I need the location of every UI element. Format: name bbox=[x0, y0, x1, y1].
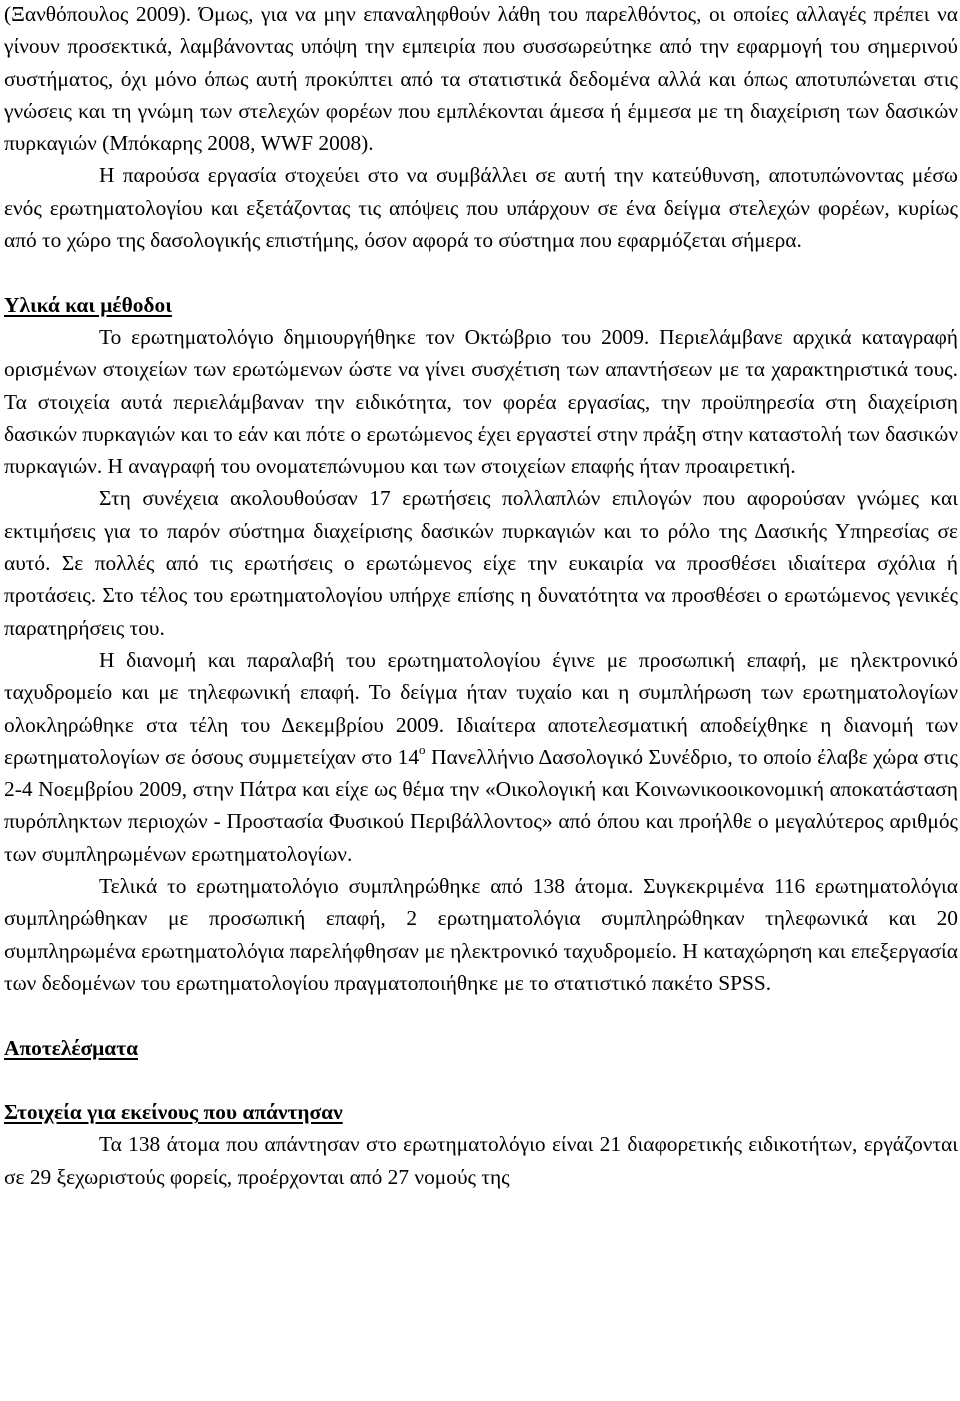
paragraph-aim: Η παρούσα εργασία στοχεύει στο να συμβάλλει σε αυτή την κατεύθυνση, αποτυπώνοντας μέσω ενός ερωτηματολογίου και εξετάζοντας τις απόψεις που υπάρχουν σε ένα δείγμα στελεχών φορέων, κυρίως από το χώρο της δασολογικής επιστήμης, όσον αφορά το σύστημα που εφαρμόζεται σήμερα. bbox=[4, 163, 958, 253]
ordinal-superscript: ο bbox=[419, 741, 426, 757]
paragraph-distribution-part-1: Η διανομή και παραλαβή του ερωτηματολογίου έγινε με προσωπική επαφή, με ηλεκτρονικό ταχυδρομείο και με τηλεφωνική επαφή. Το δείγμα ήταν τυχαίο και η συμπλήρωση των ερωτηματολογίων ολοκληρώθηκε στα τέλη του Δεκεμβρίου 2009. Ιδιαίτερα αποτελεσματική αποδείχθηκε η διανομή των ερωτηματολογίων σε όσους συμμετείχαν στο 14 bbox=[4, 647, 958, 769]
paragraph-questionnaire: Το ερωτηματολόγιο δημιουργήθηκε τον Οκτώβριο του 2009. Περιελάμβανε αρχικά καταγραφή ορισμένων στοιχείων των ερωτώμενων ώστε να γίνει συσχέτιση των απαντήσεων με τα χαρακτηριστικά τους. Τα στοιχεία αυτά περιελάμβαναν την ειδικότητα, τον φορέα εργασίας, την προϋπηρεσία στη διαχείριση δασικών πυρκαγιών και το εάν και πότε ο ερωτώμενος έχει εργαστεί στην πράξη στην καταστολή των δασικών πυρκαγιών. Η αναγραφή του ονοματεπώνυμου και των στοιχείων επαφής ήταν προαιρετική. bbox=[4, 324, 958, 479]
document-page bbox=[4, 0, 958, 1193]
spacer bbox=[4, 1064, 958, 1096]
paragraph-distribution-part-2: Πανελλήνιο Δασολογικό Συνέδριο, το οποίο έλαβε χώρα στις 2-4 Νοεμβρίου 2009, στην Πάτρα και είχε ως θέμα την «Οικολογική και Κοινωνικοοικονομική αποκατάσταση πυρόπληκτων περιοχών - Προστασία Φυσικού Περιβάλλοντος» από όπου και προήλθε ο μεγαλύτερος αριθμός των συμπληρωμένων ερωτηματολογίων. bbox=[4, 744, 959, 866]
heading-results: Αποτελέσματα bbox=[4, 1035, 139, 1060]
spacer bbox=[4, 256, 958, 288]
paragraph-intro-continuation: (Ξανθόπουλος 2009). Όμως, για να μην επαναληφθούν λάθη του παρελθόντος, οι οποίες αλλαγές πρέπει να γίνουν προσεκτικά, λαμβάνοντας υπόψη την εμπειρία που συσσωρεύτηκε από την εφαρμογή του σημερινού συστήματος, όχι μόνο όπως αυτή προκύπτει από τα στατιστικά δεδομένα αλλά και όπως αποτυπώνεται στις γνώσεις και τη γνώμη των στελεχών φορέων που εμπλέκονται άμεσα ή έμμεσα με τη διαχείριση των δασικών πυρκαγιών (Μπόκαρης 2008, WWF 2008). bbox=[4, 2, 958, 156]
paragraph-distribution bbox=[4, 644, 958, 870]
heading-respondents: Στοιχεία για εκείνους που απάντησαν bbox=[4, 1100, 343, 1125]
heading-materials-methods: Υλικά και μέθοδοι bbox=[4, 292, 172, 317]
paragraph-questions: Στη συνέχεια ακολουθούσαν 17 ερωτήσεις πολλαπλών επιλογών που αφορούσαν γνώμες και εκτιμήσεις για το παρόν σύστημα διαχείρισης δασικών πυρκαγιών και το ρόλο της Δασικής Υπηρεσίας σε αυτό. Σε πολλές από τις ερωτήσεις ο ερωτώμενος είχε την ευκαιρία να προσθέσει ιδιαίτερα σχόλια ή προτάσεις. Στο τέλος του ερωτηματολογίου υπήρχε επίσης η δυνατότητα να προσθέσει ο ερωτώμενος γενικές παρατηρήσεις του. bbox=[4, 486, 958, 640]
spacer bbox=[4, 999, 958, 1031]
paragraph-respondents: Τα 138 άτομα που απάντησαν στο ερωτηματολόγιο είναι 21 διαφορετικής ειδικοτήτων, εργάζονται σε 29 ξεχωριστούς φορείς, προέρχονται από 27 νομούς της bbox=[4, 1132, 958, 1189]
paragraph-responses: Τελικά το ερωτηματολόγιο συμπληρώθηκε από 138 άτομα. Συγκεκριμένα 116 ερωτηματολόγια συμπληρώθηκαν με προσωπική επαφή, 2 ερωτηματολόγια συμπληρώθηκαν τηλεφωνικά και 20 συμπληρωμένα ερωτηματολόγια παρελήφθησαν με ηλεκτρονικό ταχυδρομείο. Η καταχώρηση και επεξεργασία των δεδομένων του ερωτηματολογίου πραγματοποιήθηκε με το στατιστικό πακέτο SPSS. bbox=[4, 874, 958, 995]
